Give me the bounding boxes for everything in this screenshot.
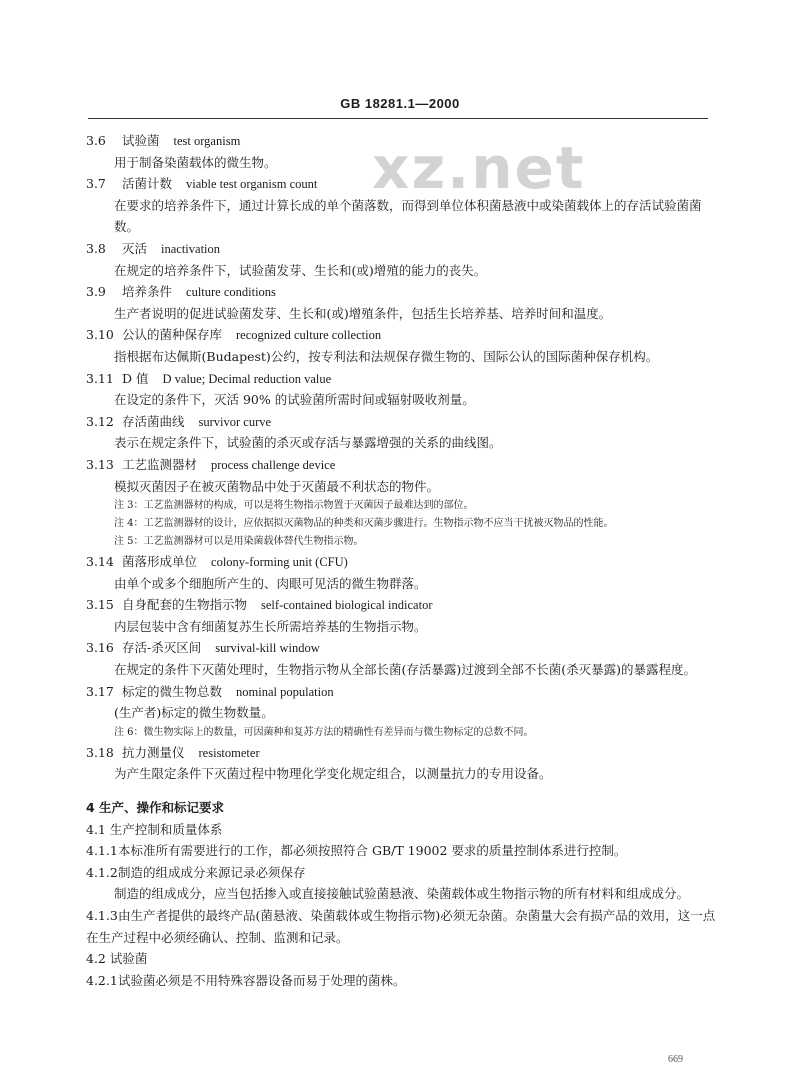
term-number: 3.8 [86, 240, 106, 256]
term-number: 3.17 [86, 683, 114, 699]
term-english: colony-forming unit (CFU) [211, 555, 348, 570]
term-definition: 由单个或多个细胞所产生的、肉眼可见活的微生物群落。 [114, 575, 427, 591]
term-english: D value; Decimal reduction value [162, 371, 332, 386]
term-english: process challenge device [211, 457, 336, 472]
page-number: 669 [668, 1054, 683, 1065]
section-4-1-title: 4.1 生产控制和质量体系 [86, 821, 223, 837]
term-heading [86, 368, 726, 390]
term-heading [86, 742, 726, 764]
term-heading [86, 173, 726, 195]
term-number: 3.14 [86, 554, 114, 570]
term-chinese: 自身配套的生物指示物 [122, 597, 248, 613]
term-chinese: 试验菌 [122, 133, 160, 148]
term-chinese: D 值 [122, 370, 149, 386]
clause-4-2-1 [86, 970, 726, 992]
term-chinese: 公认的菌种保存库 [122, 327, 223, 343]
term-definition: 在要求的培养条件下，通过计算长成的单个菌落数，而得到单位体积菌悬液中或染菌载体上的存活试验菌菌数。 [114, 197, 702, 235]
term-english: self-contained biological indicator [261, 598, 433, 613]
term-definition: 指根据布达佩斯(Budapest)公约，按专利法和法规保存微生物的、国际公认的国际菌种保存机构。 [114, 348, 659, 364]
term-chinese: 抗力测量仪 [122, 744, 185, 760]
clause-number: 4.1.1 [86, 843, 118, 859]
term-english: survivor curve [198, 414, 272, 429]
term-english: inactivation [161, 241, 221, 256]
note: 注 5：工艺监测器材可以是用染菌载体替代生物指示物。 [114, 536, 364, 548]
clause-number: 4.2.1 [86, 972, 118, 988]
term-chinese: 培养条件 [122, 284, 173, 300]
term-number: 3.9 [86, 284, 106, 300]
term-english: resistometer [198, 745, 260, 760]
term-number: 3.15 [86, 597, 114, 613]
term-english: survival-kill window [215, 641, 320, 656]
term-definition: 为产生限定条件下灭菌过程中物理化学变化规定组合，以测量抗力的专用设备。 [114, 766, 552, 782]
clause-4-1-2 [86, 862, 726, 884]
clause-text: 由生产者提供的最终产品(菌悬液、染菌载体或生物指示物)必须无杂菌。杂菌量大会有损产品的效用，这一点在生产过程中必须经确认、控制、监测和记录。 [86, 908, 716, 945]
section-4-2-title: 4.2 试验菌 [86, 951, 148, 967]
term-english: culture conditions [186, 285, 276, 300]
watermark: xz.net [372, 134, 586, 202]
term-heading [86, 324, 726, 346]
term-definition: 在规定的培养条件下，试验菌发芽、生长和(或)增殖的能力的丧失。 [114, 262, 487, 278]
term-number: 3.13 [86, 456, 114, 472]
clause-4-1-1 [86, 840, 726, 862]
term-english: recognized culture collection [236, 328, 382, 343]
clause-4-1-2-text: 制造的组成成分，应当包括掺入或直接接触试验菌悬液、染菌载体或生物指示物的所有材料和组成成分。 [114, 886, 690, 902]
term-heading [86, 681, 726, 703]
term-heading [86, 238, 726, 260]
term-definition: 表示在规定条件下，试验菌的杀灭或存活与暴露增强的关系的曲线图。 [114, 435, 502, 451]
term-chinese: 工艺监测器材 [122, 456, 198, 472]
term-number: 3.7 [86, 176, 106, 192]
term-heading [86, 130, 726, 152]
term-chinese: 活菌计数 [122, 176, 173, 192]
note: 注 6：微生物实际上的数量，可因菌种和复苏方法的精确性有差异而与微生物标定的总数不同。 [114, 726, 534, 738]
page-header: GB 18281.1—2000 [340, 96, 460, 111]
header-divider [88, 118, 708, 119]
term-number: 3.10 [86, 327, 114, 343]
clause-number: 4.1.2 [86, 864, 118, 880]
term-heading [86, 454, 726, 476]
document-body [86, 130, 726, 991]
term-definition: 生产者说明的促进试验菌发芽、生长和(或)增殖条件，包括生长培养基、培养时间和温度。 [114, 305, 612, 321]
term-heading [86, 594, 726, 616]
note: 注 3：工艺监测器材的构成，可以是将生物指示物置于灭菌因子最难达到的部位。 [114, 500, 474, 512]
term-number: 3.11 [86, 370, 114, 386]
term-heading [86, 551, 726, 573]
clause-text: 制造的组成成分来源记录必须保存 [118, 864, 306, 880]
clause-4-1-3 [86, 905, 726, 948]
term-english: nominal population [236, 684, 334, 699]
term-chinese: 灭活 [122, 240, 148, 256]
clause-text: 试验菌必须是不用特殊容器设备而易于处理的菌株。 [118, 972, 406, 988]
term-definition: 模拟灭菌因子在被灭菌物品中处于灭菌最不利状态的物件。 [114, 478, 440, 494]
term-heading [86, 411, 726, 433]
term-definition: 在规定的条件下灭菌处理时，生物指示物从全部长菌(存活暴露)过渡到全部不长菌(杀灭暴露)的暴露程度。 [114, 662, 697, 678]
term-definition: 内层包装中含有细菌复苏生长所需培养基的生物指示物。 [114, 618, 427, 634]
term-number: 3.12 [86, 413, 114, 429]
section-4-title: 4 生产、操作和标记要求 [86, 800, 225, 816]
term-definition: 在设定的条件下，灭活 90% 的试验菌所需时间或辐射吸收剂量。 [114, 392, 475, 408]
term-number: 3.6 [86, 133, 106, 148]
term-english: viable test organism count [186, 177, 318, 192]
note: 注 4：工艺监测器材的设计，应依据拟灭菌物品的种类和灭菌步骤进行。生物指示物不应当干扰被灭物品的性能。 [114, 518, 614, 530]
term-chinese: 标定的微生物总数 [122, 683, 223, 699]
term-definition: 用于制备染菌载体的微生物。 [114, 154, 277, 170]
clause-number: 4.1.3 [86, 908, 118, 923]
term-definition: (生产者)标定的微生物数量。 [114, 705, 274, 721]
term-number: 3.18 [86, 744, 114, 760]
clause-text: 本标准所有需要进行的工作，都必须按照符合 GB/T 19002 要求的质量控制体系进行控制。 [118, 843, 627, 859]
term-chinese: 菌落形成单位 [122, 554, 198, 570]
term-number: 3.16 [86, 640, 114, 656]
term-english: test organism [173, 134, 241, 148]
term-chinese: 存活菌曲线 [122, 413, 185, 429]
term-chinese: 存活-杀灭区间 [122, 640, 202, 656]
term-heading [86, 637, 726, 659]
term-heading [86, 281, 726, 303]
